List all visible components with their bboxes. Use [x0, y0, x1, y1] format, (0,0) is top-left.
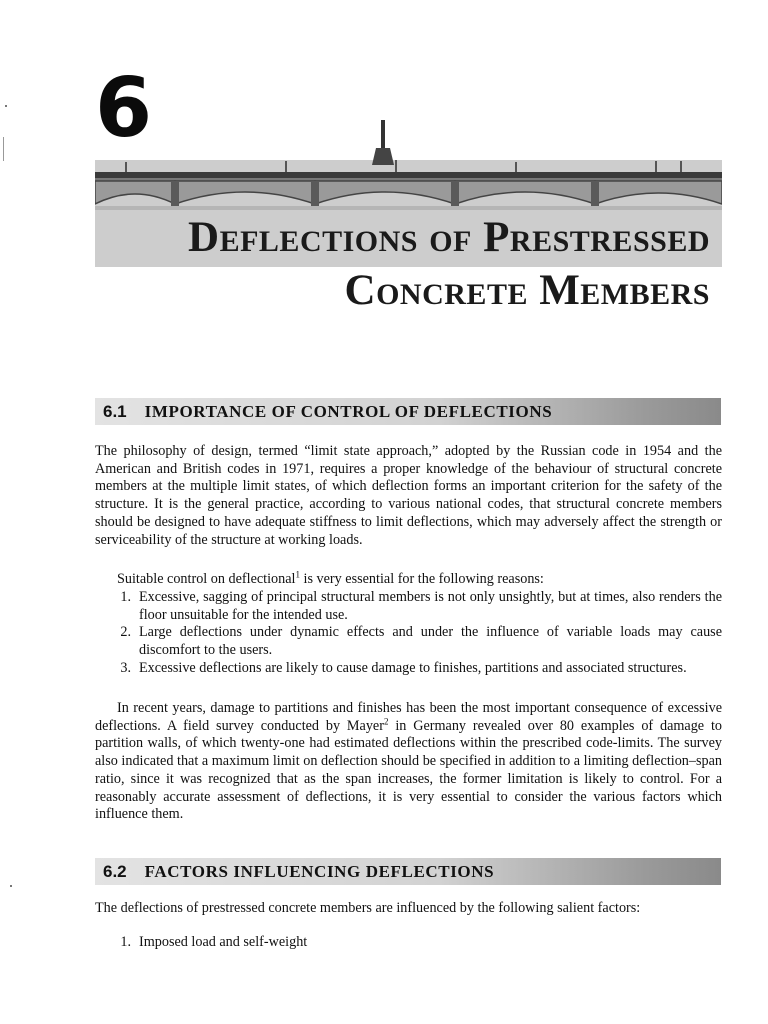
list-number: 1. — [120, 934, 131, 950]
list-item — [95, 934, 722, 952]
tower-illustration — [368, 120, 398, 165]
list-text: Imposed load and self-weight — [139, 934, 308, 950]
scan-margin-mark — [3, 137, 4, 161]
paragraph-text: in Germany revealed over 80 examples of damage to partition walls, of which twenty-one had estimated deflections within the prescribed code-limits. The survey also indicated that a maximum limit on deflection should be specified in addition to a limiting deflection–span ratio, since it was recognized that as the span increases, the former limitation is likely to control. For a reasonably accurate assessment of deflections, it is very essential to consider the various factors which influence them. — [95, 717, 723, 823]
scan-speck — [10, 885, 12, 887]
reasons-list — [95, 589, 722, 678]
scan-speck — [5, 105, 7, 107]
section-title: FACTORS INFLUENCING DEFLECTIONS — [144, 861, 495, 881]
factors-list — [95, 934, 722, 952]
list-text: Excessive deflections are likely to cause damage to finishes, partitions and associated structures. — [139, 659, 687, 676]
section-heading-6-1 — [95, 398, 721, 425]
paragraph — [95, 700, 722, 824]
paragraph — [95, 571, 722, 589]
chapter-number: 6 — [95, 61, 151, 156]
footnote-ref: 2 — [383, 715, 389, 726]
footnote-ref: 1 — [295, 569, 300, 580]
list-item — [95, 624, 722, 659]
list-number: 2. — [120, 624, 131, 641]
chapter-title-line-2: Concrete Members — [344, 267, 710, 314]
list-number: 3. — [120, 659, 131, 676]
section-title: IMPORTANCE OF CONTROL OF DEFLECTIONS — [144, 401, 553, 421]
list-item — [95, 589, 722, 624]
paragraph-text: is very essential for the following reasons: — [299, 571, 544, 587]
paragraph-text: Suitable control on deflectional — [117, 571, 296, 587]
list-item — [95, 660, 722, 678]
paragraph-text: In recent years, damage to partitions and finishes has been the most important consequence of excessive deflections. A field survey conducted by Mayer — [95, 700, 722, 734]
list-text: Large deflections under dynamic effects and under the influence of variable loads may cause discomfort to the users. — [139, 624, 722, 659]
section-number: 6.1 — [103, 401, 127, 421]
chapter-title-line-1: Deflections of Prestressed — [188, 214, 710, 261]
section-number: 6.2 — [103, 861, 127, 881]
paragraph: The deflections of prestressed concrete members are influenced by the following salient factors: — [95, 900, 641, 916]
list-text: Excessive, sagging of principal structural members is not only unsightly, but at times, also renders the floor unsuitable for the intended use. — [139, 589, 722, 623]
paragraph: The philosophy of design, termed “limit state approach,” adopted by the Russian code in 1954 and the American and British codes in 1971, requires a proper knowledge of the behaviour of structural concrete members at the multiple limit states, of which deflection forms an important criterion for the safety of the structure. It is the general practice, according to various national codes, that structural concrete members should be designed to have adequate stiffness to limit deflections, which may adversely affect the strength or serviceability of the structure at working loads. — [95, 443, 722, 548]
list-number: 1. — [120, 589, 131, 605]
section-heading-6-2 — [95, 858, 721, 885]
